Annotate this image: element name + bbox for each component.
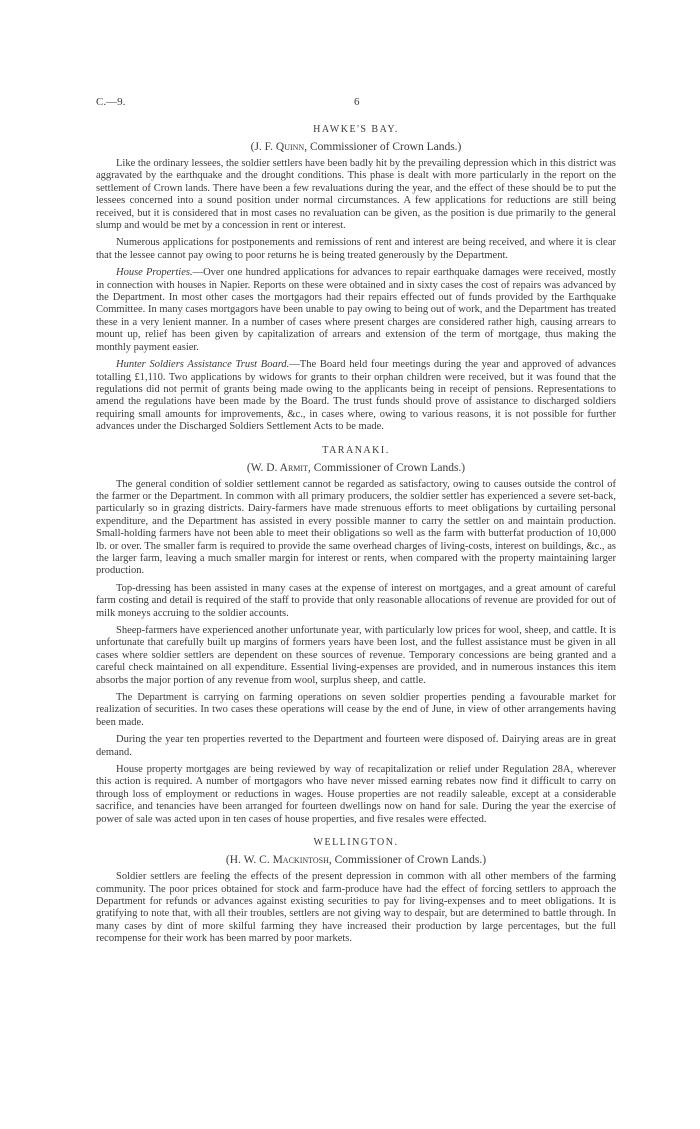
commissioner-role: , Commissioner of Crown Lands. (304, 141, 458, 153)
commissioner-name: J. F. Quinn (254, 141, 305, 153)
paragraph (96, 158, 616, 232)
paragraph-text: Sheep-farmers have experienced another unfortunate year, with particularly low prices for wool, sheep, and cattle. It is unfortunate that carefully built up margins of formers years have been lost, and the fullest assistance must be given in all cases where soldier settlers are dependent on these sources of revenue. Temporary concessions are being granted and a careful check maintained on all expenditure. Essential living-expenses are provided, and in numerous instances this item absorbs the major portion of any revenue from wool, surplus sheep, and cattle. (96, 625, 616, 686)
page-number: 6 (354, 96, 360, 108)
paragraph (96, 871, 616, 945)
paren-close: ) (457, 141, 462, 153)
paragraph-text: —Over one hundred applications for advances to repair earthquake damages were received, mostly in connection with houses in Napier. Reports on these were obtained and in sixty cases the cost of repairs was advanced by the Department. In most other cases the mortgagors had their repairs effected out of funds provided by the Earthquake Committee. In many cases mortgagors have been unable to pay owing to being out of work, and the Department has treated these in a very lenient manner. In a number of cases where present charges are considered rather high, causing arrears to mount up, relief has been given by capitalization of arrears and extension of the term of mortgage, thus making the monthly payment easier. (96, 267, 616, 353)
paragraph (96, 692, 616, 729)
paragraph (96, 359, 616, 433)
section-hawkes-bay (96, 124, 616, 434)
paragraph-text: During the year ten properties reverted to the Department and fourteen were disposed of. Dairying areas are in great demand. (96, 734, 616, 758)
paren-open: ( (246, 461, 251, 474)
section-title: TARANAKI. (322, 444, 390, 456)
paragraph-text: —The Board held four meetings during the year and approved of advances totalling £1,110. Two applications by widows for grants to their orphan children were received, but it was found that the regulations did not permit of grants being made owing to the applicants being in receipt of pensions. Representations to amend the regulations have been made by the Board. The trust funds should prove of assistance to discharged soldiers requiring small amounts for improvements, &c., in cases where, owing to various reasons, it is not possible for further advances under the Discharged Soldiers Settlement Acts to be made. (96, 359, 616, 433)
paragraph (96, 734, 616, 759)
paragraph-text: Like the ordinary lessees, the soldier settlers have been badly hit by the prevailing depression which in this district was aggravated by the earthquake and the drought conditions. This phase is dealt with more particularly in the report on the settlement of Crown lands. There have been a few revaluations during the year, and the effect of these should be to put the lessees concerned into a sound position under normal circumstances. A few applications for reductions are still being received, but it is considered that in most cases no revaluation can be given, as the position is due primarily to the general slump and would be met by a concession in rent or interest. (96, 158, 616, 232)
section-title: HAWKE'S BAY. (313, 124, 399, 135)
section-wellington (96, 837, 616, 945)
paragraph-text: The general condition of soldier settlement cannot be regarded as satisfactory, owing to causes outside the control of the farmer or the Department. In common with all primary producers, the soldier settler has experienced a severe set-back, particularly so in grazing districts. Dairy-farmers have made strenuous efforts to meet obligations by curtailing personal expenditure, and the Department has assisted in every possible manner to carry the settler on and maintain production. Small-holding farmers have not been able to meet their obligations so well as the farm with butterfat production of 10,000 lb. or over. The smaller farm is required to provide the same overhead charges of living-costs, interest on buildings, &c., as the larger farm, leaving a much smaller margin for interest or rents, when compared with the property maintaining larger production. (96, 478, 616, 577)
paren-open: ( (250, 141, 255, 153)
commissioner-line (96, 854, 616, 866)
paragraph (96, 583, 616, 620)
paragraph (96, 479, 616, 578)
paragraph-lead-heading: House Properties. (116, 267, 193, 279)
paragraph-lead-heading: Hunter Soldiers Assistance Trust Board. (116, 359, 290, 371)
section-taranaki (96, 445, 616, 827)
commissioner-role: , Commissioner of Crown Lands. (307, 461, 462, 474)
paragraph-text: House property mortgages are being reviewed by way of recapitalization or relief under Regulation 28A, wherever this action is required. A number of mortgagors who have never missed earning rebates now find it difficult to carry on through loss of employment or reductions in wages. House properties are not readily saleable, except at a considerable sacrifice, and tenancies have been arranged for fourteen dwellings now on hand for sale. During the year the exercise of power of sale was acted upon in ten cases of house properties, and five resales were effected. (96, 764, 616, 825)
commissioner-line (96, 141, 616, 153)
commissioner-role: , Commissioner of Crown Lands. (328, 854, 483, 867)
paragraph-text: The Department is carrying on farming operations on seven soldier properties pending a favourable market for realization of securities. In two cases these operations will cease by the end of June, in view of other arrangements having been made. (96, 692, 616, 728)
paren-close: ) (461, 461, 466, 474)
paren-close: ) (482, 854, 487, 867)
commissioner-name: W. D. Armit (250, 461, 308, 474)
document-reference: C.—9. (96, 96, 126, 108)
paragraph-text: Top-dressing has been assisted in many cases at the expense of interest on mortgages, and a great amount of careful farm costing and detail is required of the staff to provide that only reasonable allocations of revenue are provided for out of milk moneys accruing to the soldier accounts. (96, 582, 616, 619)
paren-open: ( (225, 854, 230, 867)
paragraph (96, 267, 616, 354)
paragraph (96, 625, 616, 687)
paragraph-text: Numerous applications for postponements and remissions of rent and interest are being received, and where it is clear that the lessee cannot pay owing to poor returns he is being treated generously by the Department. (96, 237, 616, 261)
commissioner-line (96, 462, 616, 474)
commissioner-name: H. W. C. Mackintosh (229, 854, 329, 867)
page-header (96, 96, 616, 112)
page-body (96, 124, 616, 951)
section-title: WELLINGTON. (313, 837, 399, 849)
paragraph (96, 237, 616, 262)
paragraph (96, 764, 616, 826)
paragraph-text: Soldier settlers are feeling the effects of the present depression in common with all other members of the farming community. The poor prices obtained for stock and farm-produce have had the effect of forcing settlers to approach the Department for refunds or advances against existing securities to pay for living-expenses and to meet obligations. It is gratifying to note that, with all their troubles, settlers are not giving way to despair, but are determined to battle through. In many cases by dint of more skilful farming they have increased their production by large percentages, but the full recompense for their work has been marred by poor markets. (96, 871, 616, 945)
